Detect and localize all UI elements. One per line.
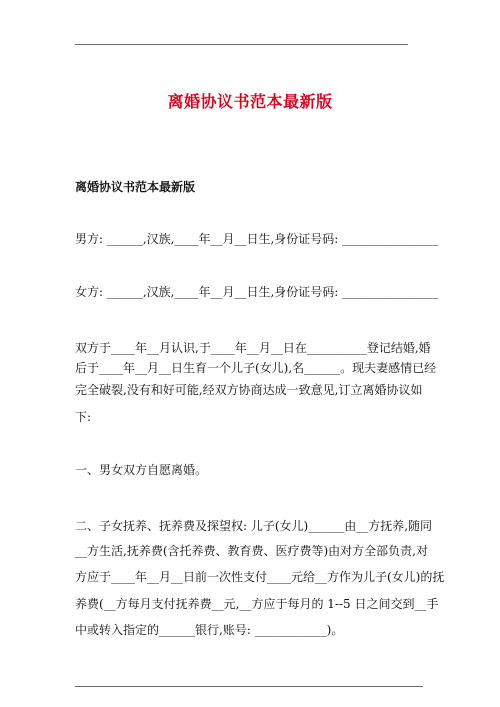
clause-2-line: 二、子女抚养、抚养费及探望权: 儿子(女儿)______由__方抚养,随同 [75,519,433,533]
paragraph-line: 后于____年__月__日生育一个儿子(女儿),名______。现夫妻感情已经 [75,361,437,375]
document-subtitle: 离婚协议书范本最新版 [75,180,196,194]
paragraph-line: 下: [75,410,92,424]
clause-2-line: 方应于____年__月__日前一次性支付____元给__方作为儿子(女儿)的抚 [75,570,445,584]
bottom-rule [75,686,423,687]
paragraph-line: 双方于____年__月认识,于____年__月__日在__________登记结婚,婚 [75,341,431,355]
clause-2-line: 中或转入指定的______银行,账号: ____________)。 [75,623,344,637]
clause-2-line: 养费(__方每月支付抚养费__元,__方应于每月的 1--5 日之间交到__手 [75,597,439,611]
paragraph-line: 完全破裂,没有和好可能,经双方协商达成一致意见,订立离婚协议如 [75,383,423,397]
woman-info-line: 女方: ______,汉族,____年__月__日生,身份证号码: ________________ [75,285,439,299]
top-rule [75,44,408,45]
clause-1: 一、男女双方自愿离婚。 [75,463,208,477]
man-info-line: 男方: ______,汉族,____年__月__日生,身份证号码: ________________ [75,232,439,246]
clause-2-line: __方生活,抚养费(含托养费、教育费、医疗费等)由对方全部负责,对 [75,544,428,558]
document-title: 离婚协议书范本最新版 [167,92,333,111]
